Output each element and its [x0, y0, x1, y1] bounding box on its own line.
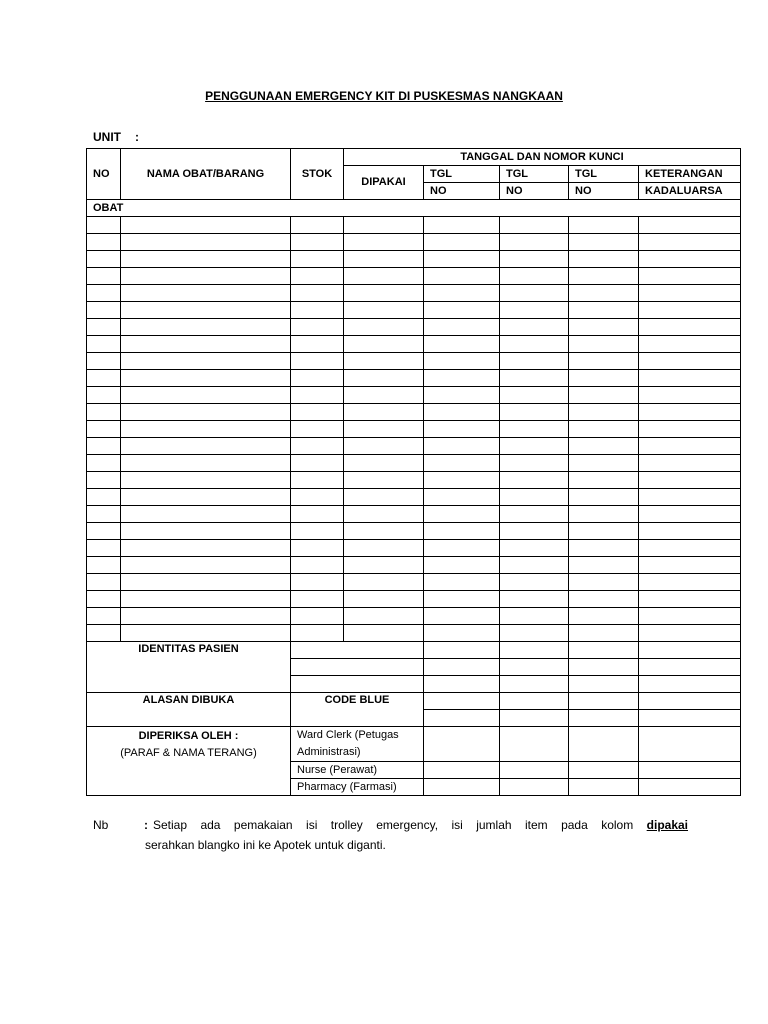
cell[interactable] [639, 710, 741, 727]
ward-clerk-label [291, 727, 424, 762]
table-cell[interactable] [500, 557, 569, 574]
identitas-pasien-cell[interactable] [291, 642, 424, 659]
table-cell[interactable] [500, 251, 569, 268]
table-cell[interactable] [87, 455, 121, 472]
table-cell[interactable] [344, 574, 424, 591]
table-cell[interactable] [500, 540, 569, 557]
table-row [87, 353, 741, 370]
header-kadaluarsa: KADALUARSA [639, 183, 741, 200]
table-cell[interactable] [569, 608, 639, 625]
table-cell[interactable] [87, 404, 121, 421]
cell[interactable] [500, 693, 569, 710]
table-row [87, 608, 741, 625]
cell[interactable] [569, 762, 639, 779]
table-row [87, 319, 741, 336]
table-cell[interactable] [87, 370, 121, 387]
unit-label: UNIT [93, 130, 121, 144]
table-cell[interactable] [87, 268, 121, 285]
table-cell[interactable] [87, 319, 121, 336]
table-cell[interactable] [639, 319, 741, 336]
table-cell[interactable] [291, 472, 344, 489]
table-cell[interactable] [344, 625, 424, 642]
cell[interactable] [424, 762, 500, 779]
table-row [87, 557, 741, 574]
table-row [87, 370, 741, 387]
table-cell[interactable] [121, 285, 291, 302]
table-cell[interactable] [500, 438, 569, 455]
table-cell[interactable] [121, 523, 291, 540]
table-row [87, 574, 741, 591]
table-cell[interactable] [639, 251, 741, 268]
table-cell[interactable] [500, 523, 569, 540]
table-cell[interactable] [121, 302, 291, 319]
note-line2: serahkan blangko ini ke Apotek untuk diganti. [145, 838, 386, 852]
table-cell[interactable] [344, 353, 424, 370]
cell[interactable] [639, 676, 741, 693]
table-cell[interactable] [291, 319, 344, 336]
table-cell[interactable] [500, 591, 569, 608]
table-cell[interactable] [344, 370, 424, 387]
cell[interactable] [639, 727, 741, 762]
table-cell[interactable] [424, 540, 500, 557]
table-cell[interactable] [87, 591, 121, 608]
table-cell[interactable] [569, 234, 639, 251]
table-cell[interactable] [569, 523, 639, 540]
note-colon: : [144, 818, 148, 832]
table-cell[interactable] [291, 506, 344, 523]
header-tgl-3: TGL [569, 166, 639, 183]
table-row [87, 421, 741, 438]
table-cell[interactable] [344, 472, 424, 489]
table-cell[interactable] [344, 234, 424, 251]
table-cell[interactable] [87, 421, 121, 438]
table-row [87, 217, 741, 234]
cell[interactable] [569, 659, 639, 676]
table-cell[interactable] [569, 489, 639, 506]
table-cell[interactable] [87, 574, 121, 591]
table-cell[interactable] [344, 591, 424, 608]
table-cell[interactable] [424, 353, 500, 370]
table-cell[interactable] [87, 302, 121, 319]
table-cell[interactable] [424, 234, 500, 251]
table-cell[interactable] [87, 472, 121, 489]
cell[interactable] [569, 642, 639, 659]
table-cell[interactable] [424, 285, 500, 302]
table-cell[interactable] [121, 540, 291, 557]
table-cell[interactable] [639, 404, 741, 421]
table-cell[interactable] [500, 574, 569, 591]
table-cell[interactable] [87, 438, 121, 455]
cell[interactable] [639, 659, 741, 676]
table-cell[interactable] [424, 506, 500, 523]
table-row [87, 472, 741, 489]
cell[interactable] [500, 642, 569, 659]
table-cell[interactable] [500, 353, 569, 370]
table-cell[interactable] [121, 472, 291, 489]
table-cell[interactable] [87, 353, 121, 370]
table-cell[interactable] [291, 387, 344, 404]
table-cell[interactable] [344, 540, 424, 557]
table-cell[interactable] [87, 557, 121, 574]
table-cell[interactable] [344, 438, 424, 455]
table-cell[interactable] [500, 217, 569, 234]
table-cell[interactable] [121, 591, 291, 608]
table-row [87, 387, 741, 404]
table-cell[interactable] [87, 234, 121, 251]
table-row [87, 438, 741, 455]
section-obat: OBAT [87, 200, 741, 217]
table-cell[interactable] [344, 285, 424, 302]
table-cell[interactable] [291, 268, 344, 285]
table-cell[interactable] [87, 251, 121, 268]
table-cell[interactable] [344, 455, 424, 472]
table-cell[interactable] [291, 438, 344, 455]
unit-field [93, 130, 139, 144]
table-cell[interactable] [344, 387, 424, 404]
cell[interactable] [424, 727, 500, 762]
table-cell[interactable] [500, 625, 569, 642]
table-cell[interactable] [569, 217, 639, 234]
table-cell[interactable] [569, 472, 639, 489]
table-cell[interactable] [291, 285, 344, 302]
table-cell[interactable] [121, 387, 291, 404]
table-cell[interactable] [569, 506, 639, 523]
table-row [87, 302, 741, 319]
table-cell[interactable] [500, 421, 569, 438]
table-cell[interactable] [569, 557, 639, 574]
note-line1 [153, 815, 688, 835]
table-cell[interactable] [344, 319, 424, 336]
table-cell[interactable] [569, 251, 639, 268]
header-no-1: NO [424, 183, 500, 200]
table-cell[interactable] [424, 523, 500, 540]
table-row [87, 268, 741, 285]
table-cell[interactable] [291, 489, 344, 506]
ward-clerk-line1: Ward Clerk (Petugas [297, 729, 399, 741]
table-cell[interactable] [291, 370, 344, 387]
header-tanggal-nomor-kunci: TANGGAL DAN NOMOR KUNCI [344, 149, 741, 166]
table-cell[interactable] [569, 438, 639, 455]
header-tgl-2: TGL [500, 166, 569, 183]
cell[interactable] [424, 710, 500, 727]
table-cell[interactable] [424, 387, 500, 404]
table-cell[interactable] [639, 387, 741, 404]
table-cell[interactable] [639, 574, 741, 591]
table-cell[interactable] [639, 353, 741, 370]
table-cell[interactable] [291, 523, 344, 540]
table-cell[interactable] [121, 608, 291, 625]
table-cell[interactable] [291, 404, 344, 421]
header-no: NO [87, 149, 121, 200]
code-blue-label: CODE BLUE [291, 693, 424, 727]
table-cell[interactable] [500, 370, 569, 387]
diperiksa-oleh-line2: (PARAF & NAMA TERANG) [120, 747, 257, 759]
table-cell[interactable] [500, 268, 569, 285]
alasan-dibuka-label: ALASAN DIBUKA [87, 693, 291, 727]
cell[interactable] [500, 676, 569, 693]
cell[interactable] [569, 727, 639, 762]
table-cell[interactable] [424, 591, 500, 608]
cell[interactable] [500, 762, 569, 779]
table-cell[interactable] [344, 302, 424, 319]
table-cell[interactable] [424, 268, 500, 285]
identitas-pasien-cell[interactable] [291, 676, 424, 693]
table-cell[interactable] [87, 217, 121, 234]
header-no-2: NO [500, 183, 569, 200]
table-cell[interactable] [639, 540, 741, 557]
cell[interactable] [500, 727, 569, 762]
table-cell[interactable] [424, 217, 500, 234]
table-cell[interactable] [121, 251, 291, 268]
note-emphasis: dipakai [646, 818, 689, 832]
cell[interactable] [569, 693, 639, 710]
table-cell[interactable] [569, 285, 639, 302]
table-cell[interactable] [569, 336, 639, 353]
table-cell[interactable] [291, 540, 344, 557]
table-cell[interactable] [344, 421, 424, 438]
table-cell[interactable] [344, 404, 424, 421]
table-cell[interactable] [87, 506, 121, 523]
table-cell[interactable] [639, 370, 741, 387]
table-cell[interactable] [291, 421, 344, 438]
table-cell[interactable] [424, 472, 500, 489]
table-cell[interactable] [569, 370, 639, 387]
table-cell[interactable] [500, 234, 569, 251]
table-cell[interactable] [121, 370, 291, 387]
table-cell[interactable] [87, 387, 121, 404]
table-cell[interactable] [639, 421, 741, 438]
header-dipakai: DIPAKAI [344, 166, 424, 200]
table-cell[interactable] [639, 472, 741, 489]
table-cell[interactable] [424, 370, 500, 387]
table-cell[interactable] [424, 557, 500, 574]
table-cell[interactable] [344, 557, 424, 574]
table-cell[interactable] [500, 387, 569, 404]
table-cell[interactable] [639, 591, 741, 608]
header-tgl-1: TGL [424, 166, 500, 183]
table-cell[interactable] [87, 489, 121, 506]
ward-clerk-line2: Administrasi) [297, 746, 361, 758]
identitas-pasien-cell[interactable] [291, 659, 424, 676]
note-label: Nb [93, 818, 109, 832]
table-cell[interactable] [87, 540, 121, 557]
cell[interactable] [424, 659, 500, 676]
table-row [87, 285, 741, 302]
table-cell[interactable] [291, 234, 344, 251]
table-cell[interactable] [424, 319, 500, 336]
table-cell[interactable] [121, 353, 291, 370]
table-cell[interactable] [500, 472, 569, 489]
table-cell[interactable] [639, 608, 741, 625]
table-cell[interactable] [569, 625, 639, 642]
cell[interactable] [569, 710, 639, 727]
table-row [87, 455, 741, 472]
table-cell[interactable] [291, 336, 344, 353]
table-cell[interactable] [424, 625, 500, 642]
table-cell[interactable] [424, 336, 500, 353]
table-cell[interactable] [121, 421, 291, 438]
table-cell[interactable] [500, 285, 569, 302]
table-cell[interactable] [87, 285, 121, 302]
diperiksa-oleh-line1: DIPERIKSA OLEH : [138, 730, 239, 742]
table-cell[interactable] [569, 540, 639, 557]
table-cell[interactable] [87, 523, 121, 540]
table-cell[interactable] [344, 268, 424, 285]
table-cell[interactable] [424, 421, 500, 438]
table-cell[interactable] [121, 625, 291, 642]
table-cell[interactable] [291, 608, 344, 625]
table-cell[interactable] [639, 268, 741, 285]
diperiksa-oleh-label [87, 727, 291, 796]
table-row [87, 251, 741, 268]
table-cell[interactable] [424, 455, 500, 472]
table-cell[interactable] [344, 336, 424, 353]
cell[interactable] [424, 676, 500, 693]
table-row [87, 625, 741, 642]
cell[interactable] [500, 710, 569, 727]
note-text: Setiap ada pemakaian isi trolley emergency, isi jumlah item pada kolom [153, 818, 634, 832]
table-cell[interactable] [121, 557, 291, 574]
table-cell[interactable] [291, 591, 344, 608]
table-cell[interactable] [500, 489, 569, 506]
table-row [87, 591, 741, 608]
table-cell[interactable] [569, 387, 639, 404]
cell[interactable] [639, 693, 741, 710]
table-cell[interactable] [639, 234, 741, 251]
table-cell[interactable] [87, 608, 121, 625]
table-row [87, 540, 741, 557]
cell[interactable] [500, 779, 569, 796]
table-cell[interactable] [500, 455, 569, 472]
table-cell[interactable] [569, 574, 639, 591]
table-row [87, 404, 741, 421]
nurse-label: Nurse (Perawat) [291, 762, 424, 779]
table-cell[interactable] [424, 404, 500, 421]
table-cell[interactable] [569, 302, 639, 319]
table-cell[interactable] [291, 251, 344, 268]
table-cell[interactable] [291, 557, 344, 574]
cell[interactable] [639, 762, 741, 779]
table-cell[interactable] [291, 217, 344, 234]
cell[interactable] [569, 676, 639, 693]
table-cell[interactable] [121, 438, 291, 455]
table-cell[interactable] [121, 268, 291, 285]
table-cell[interactable] [291, 302, 344, 319]
table-cell[interactable] [344, 523, 424, 540]
table-cell[interactable] [424, 489, 500, 506]
pharmacy-label: Pharmacy (Farmasi) [291, 779, 424, 796]
table-cell[interactable] [500, 506, 569, 523]
table-cell[interactable] [121, 574, 291, 591]
table-cell[interactable] [500, 319, 569, 336]
table-cell[interactable] [121, 404, 291, 421]
table-cell[interactable] [424, 574, 500, 591]
table-cell[interactable] [121, 489, 291, 506]
table-cell[interactable] [344, 217, 424, 234]
table-cell[interactable] [291, 625, 344, 642]
cell[interactable] [500, 659, 569, 676]
unit-colon: : [135, 130, 139, 144]
table-cell[interactable] [121, 336, 291, 353]
table-cell[interactable] [121, 455, 291, 472]
table-cell[interactable] [639, 625, 741, 642]
table-cell[interactable] [424, 608, 500, 625]
table-cell[interactable] [500, 608, 569, 625]
table-cell[interactable] [424, 438, 500, 455]
table-cell[interactable] [569, 319, 639, 336]
table-cell[interactable] [87, 625, 121, 642]
table-cell[interactable] [87, 336, 121, 353]
table-cell[interactable] [121, 234, 291, 251]
table-cell[interactable] [569, 591, 639, 608]
table-cell[interactable] [500, 404, 569, 421]
table-row [87, 489, 741, 506]
table-cell[interactable] [344, 608, 424, 625]
cell[interactable] [569, 779, 639, 796]
table-cell[interactable] [424, 302, 500, 319]
cell[interactable] [639, 779, 741, 796]
table-cell[interactable] [569, 421, 639, 438]
document-title: PENGGUNAAN EMERGENCY KIT DI PUSKESMAS NANGKAAN [205, 89, 563, 103]
table-row [87, 336, 741, 353]
header-stok: STOK [291, 149, 344, 200]
table-cell[interactable] [121, 217, 291, 234]
identitas-pasien-label: IDENTITAS PASIEN [87, 642, 291, 693]
cell[interactable] [424, 693, 500, 710]
table-cell[interactable] [424, 251, 500, 268]
table-cell[interactable] [291, 353, 344, 370]
table-row [87, 506, 741, 523]
cell[interactable] [639, 642, 741, 659]
table-cell[interactable] [639, 557, 741, 574]
table-cell[interactable] [569, 404, 639, 421]
table-cell[interactable] [569, 455, 639, 472]
table-cell[interactable] [639, 285, 741, 302]
table-cell[interactable] [344, 251, 424, 268]
table-cell[interactable] [291, 574, 344, 591]
table-cell[interactable] [639, 336, 741, 353]
emergency-kit-table [86, 148, 741, 796]
table-row [87, 523, 741, 540]
cell[interactable] [424, 779, 500, 796]
table-cell[interactable] [569, 268, 639, 285]
table-row [87, 234, 741, 251]
table-cell[interactable] [639, 455, 741, 472]
header-keterangan: KETERANGAN [639, 166, 741, 183]
table-cell[interactable] [344, 489, 424, 506]
table-cell[interactable] [291, 455, 344, 472]
cell[interactable] [424, 642, 500, 659]
table-cell[interactable] [500, 336, 569, 353]
table-cell[interactable] [121, 506, 291, 523]
table-cell[interactable] [639, 302, 741, 319]
header-nama-obat: NAMA OBAT/BARANG [121, 149, 291, 200]
table-cell[interactable] [639, 438, 741, 455]
table-cell[interactable] [344, 506, 424, 523]
table-cell[interactable] [639, 506, 741, 523]
table-cell[interactable] [639, 217, 741, 234]
table-cell[interactable] [569, 353, 639, 370]
table-cell[interactable] [639, 489, 741, 506]
table-cell[interactable] [121, 319, 291, 336]
header-no-3: NO [569, 183, 639, 200]
table-cell[interactable] [500, 302, 569, 319]
table-cell[interactable] [639, 523, 741, 540]
